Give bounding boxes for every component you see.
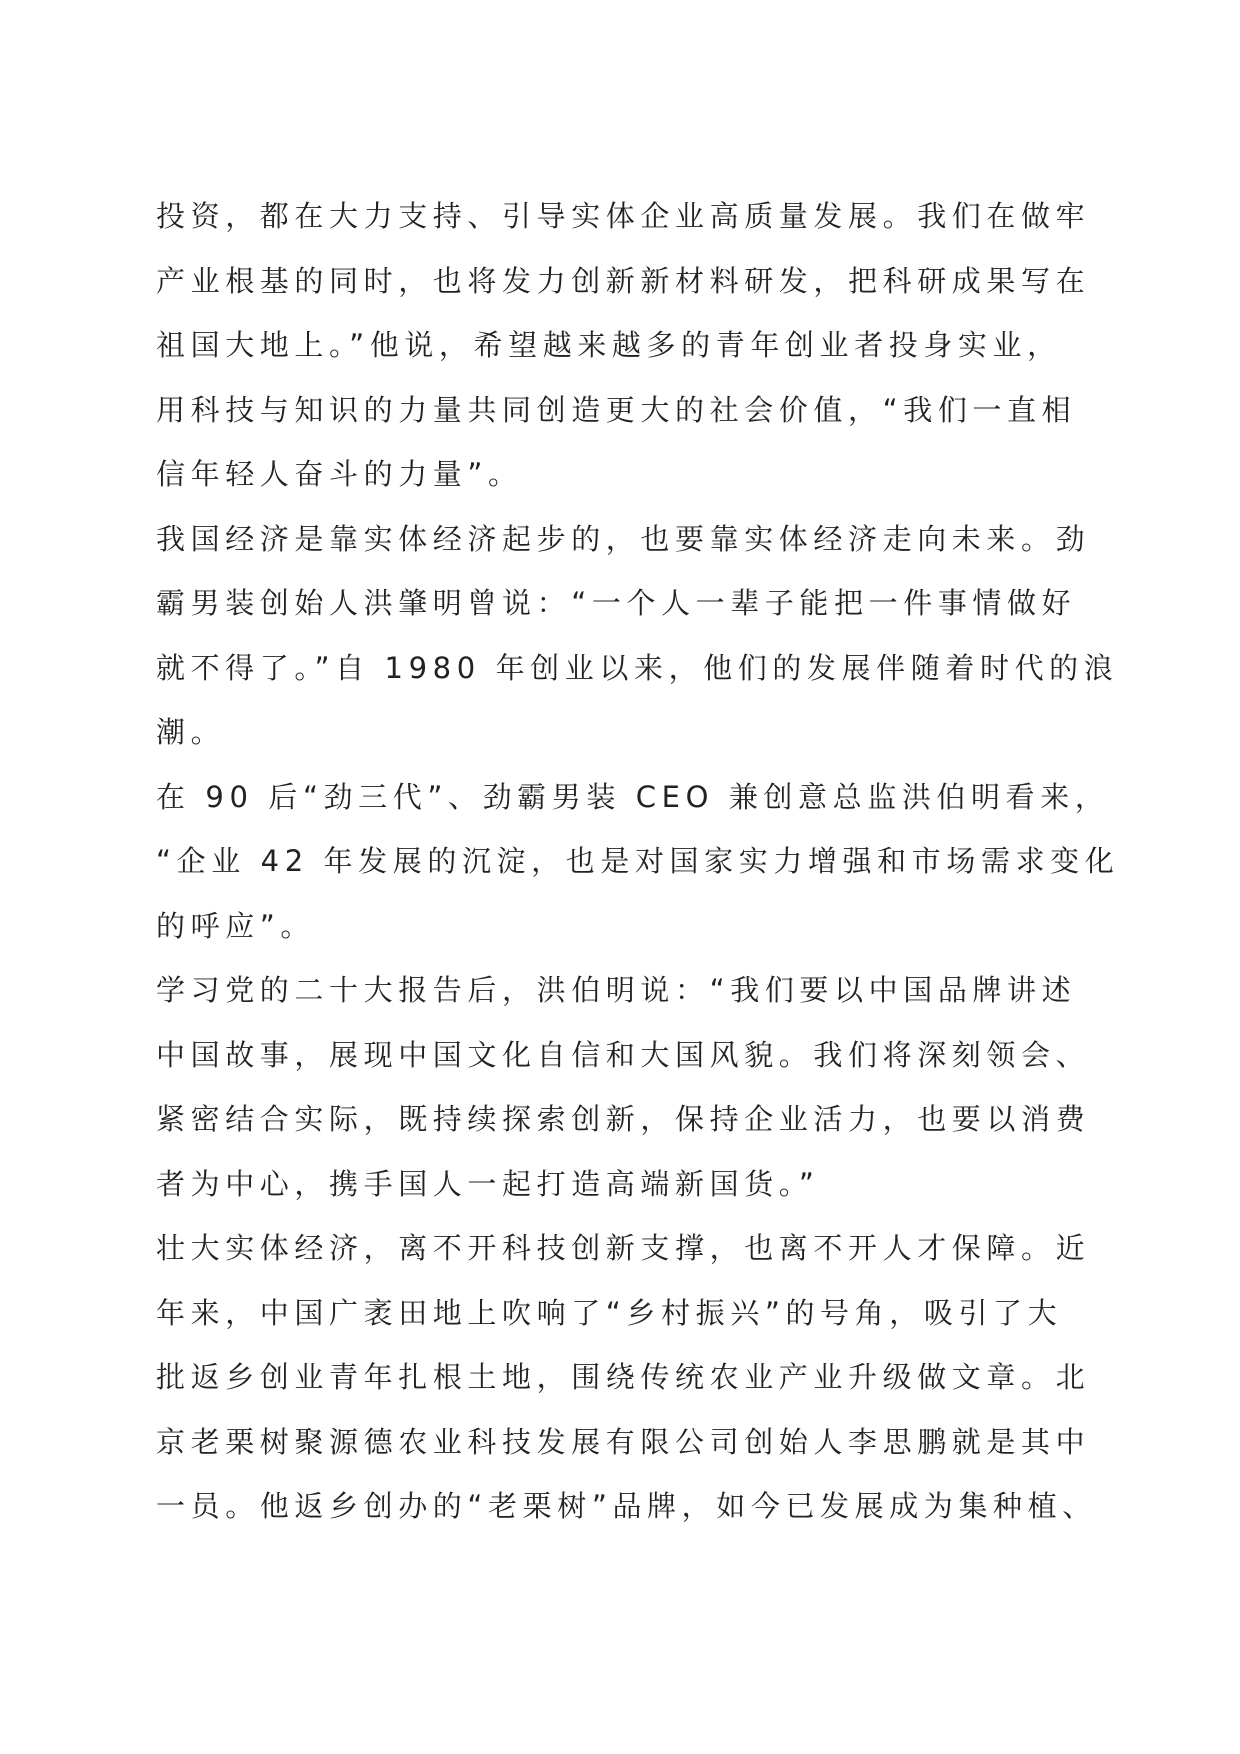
text-line: “企业 42 年发展的沉淀，也是对国家实力增强和市场需求变化 bbox=[156, 844, 1120, 878]
text-line: 用科技与知识的力量共同创造更大的社会价值，“我们一直相 bbox=[156, 392, 1077, 427]
text-line: 投资，都在大力支持、引导实体企业高质量发展。我们在做牢 bbox=[156, 199, 1091, 233]
text-line: 年来，中国广袤田地上吹响了“乡村振兴”的号角，吸引了大 bbox=[156, 1295, 1063, 1330]
text-line: 中国故事，展现中国文化自信和大国风貌。我们将深刻领会、 bbox=[156, 1037, 1091, 1072]
text-line: 信年轻人奋斗的力量”。 bbox=[156, 457, 523, 491]
body-text bbox=[156, 184, 1120, 1539]
text-line: 的呼应”。 bbox=[156, 908, 316, 943]
text-line: 批返乡创业青年扎根土地，围绕传统农业产业升级做文章。北 bbox=[156, 1360, 1091, 1394]
text-line: 就不得了。”自 1980 年创业以来，他们的发展伴随着时代的浪 bbox=[156, 650, 1119, 685]
text-line: 产业根基的同时，也将发力创新新材料研发，把科研成果写在 bbox=[156, 263, 1091, 298]
text-line: 壮大实体经济，离不开科技创新支撑，也离不开人才保障。近 bbox=[156, 1231, 1091, 1265]
text-line: 紧密结合实际，既持续探索创新，保持企业活力，也要以消费 bbox=[156, 1102, 1091, 1136]
text-line: 京老栗树聚源德农业科技发展有限公司创始人李思鹏就是其中 bbox=[156, 1424, 1091, 1459]
text-line: 在 90 后“劲三代”、劲霸男装 CEO 兼创意总监洪伯明看来， bbox=[156, 779, 1110, 814]
text-line: 者为中心，携手国人一起打造高端新国货。” bbox=[156, 1166, 820, 1201]
text-line: 潮。 bbox=[156, 715, 226, 749]
text-line: 一员。他返乡创办的“老栗树”品牌，如今已发展成为集种植、 bbox=[156, 1489, 1097, 1523]
text-line: 祖国大地上。”他说，希望越来越多的青年创业者投身实业， bbox=[156, 328, 1062, 362]
text-line: 我国经济是靠实体经济起步的，也要靠实体经济走向未来。劲 bbox=[156, 521, 1091, 556]
text-line: 学习党的二十大报告后，洪伯明说：“我们要以中国品牌讲述 bbox=[156, 973, 1077, 1007]
text-line: 霸男装创始人洪肇明曾说：“一个人一辈子能把一件事情做好 bbox=[156, 586, 1077, 620]
